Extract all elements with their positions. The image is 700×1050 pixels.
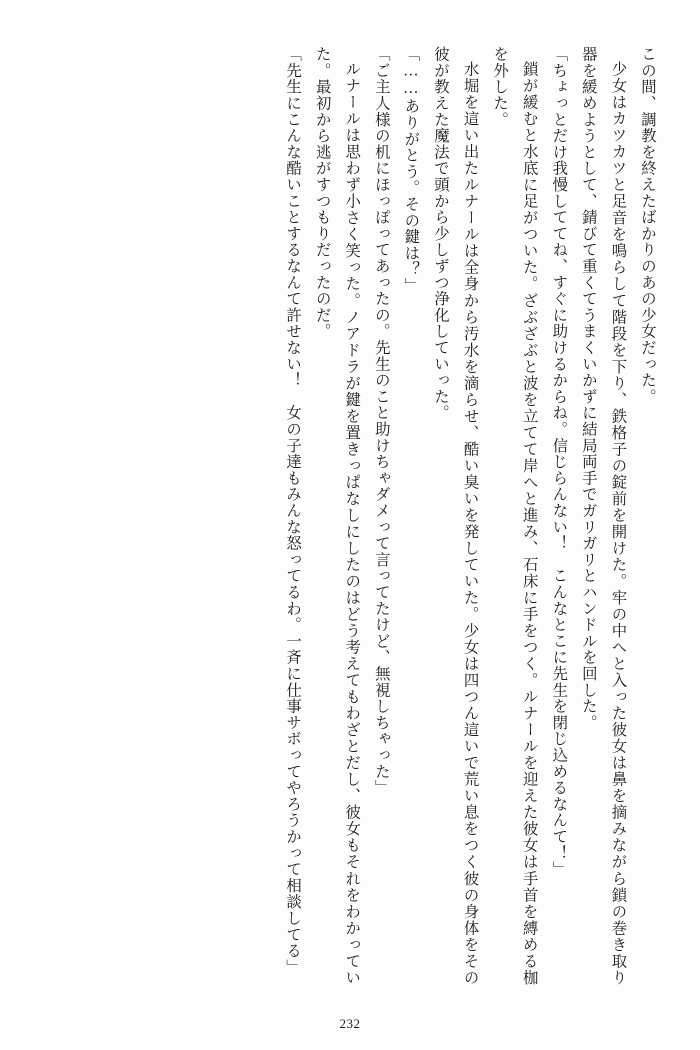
paragraph: この間、調教を終えたばかりのあの少女だった。 <box>639 46 656 405</box>
paragraph: 「先生にこんな酷いことするなんて許せない！ 女の子達もみんな怒ってるわ。一斉に仕事サボってやろうかって相談してる」 <box>284 46 302 976</box>
paragraph: 「ご主人様の机にほっぽってあったの。先生のこと助けちゃダメって言ってたけど、無視しちゃった」 <box>372 46 390 796</box>
page-body-text <box>34 46 662 986</box>
paragraph: ルナールは思わず小さく笑った。ノアドラが鍵を置きっぱなしにしたのはどう考えてもわざとだし、彼女もそれをわかっていた。最初から逃がすつもりだったのだ。 <box>313 46 361 986</box>
paragraph: 水堀を這い出たルナールは全身から汚水を滴らせ、酷い臭いを発していた。少女は四つん這いで荒い息をつく彼の身体をその彼が教えた魔法で頭から少しずつ浄化していった。 <box>431 46 479 986</box>
paragraph: 「……ありがとう。その鍵は？」 <box>402 46 420 294</box>
page-number: 232 <box>339 1016 361 1031</box>
paragraph: 少女はカツカツと足音を鳴らして階段を下り、鉄格子の錠前を開けた。牢の中へと入った彼女は鼻を摘みながら鎖の巻き取り器を緩めようとして、錆びて重くてうまくいかずに結局両手でガリガリとハンドルを回した。 <box>579 46 627 986</box>
paragraph: 鎖が緩むと水底に足がついた。ざぶざぶと波を立てて岸へと進み、石床に手をつく。ルナールを迎えた彼女は手首を縛める枷を外した。 <box>491 46 538 986</box>
paragraph: 「ちょっとだけ我慢しててね、すぐに助けるからね。信じらんない！ こんなとこに先生を閉じ込めるなんて！」 <box>550 46 568 878</box>
